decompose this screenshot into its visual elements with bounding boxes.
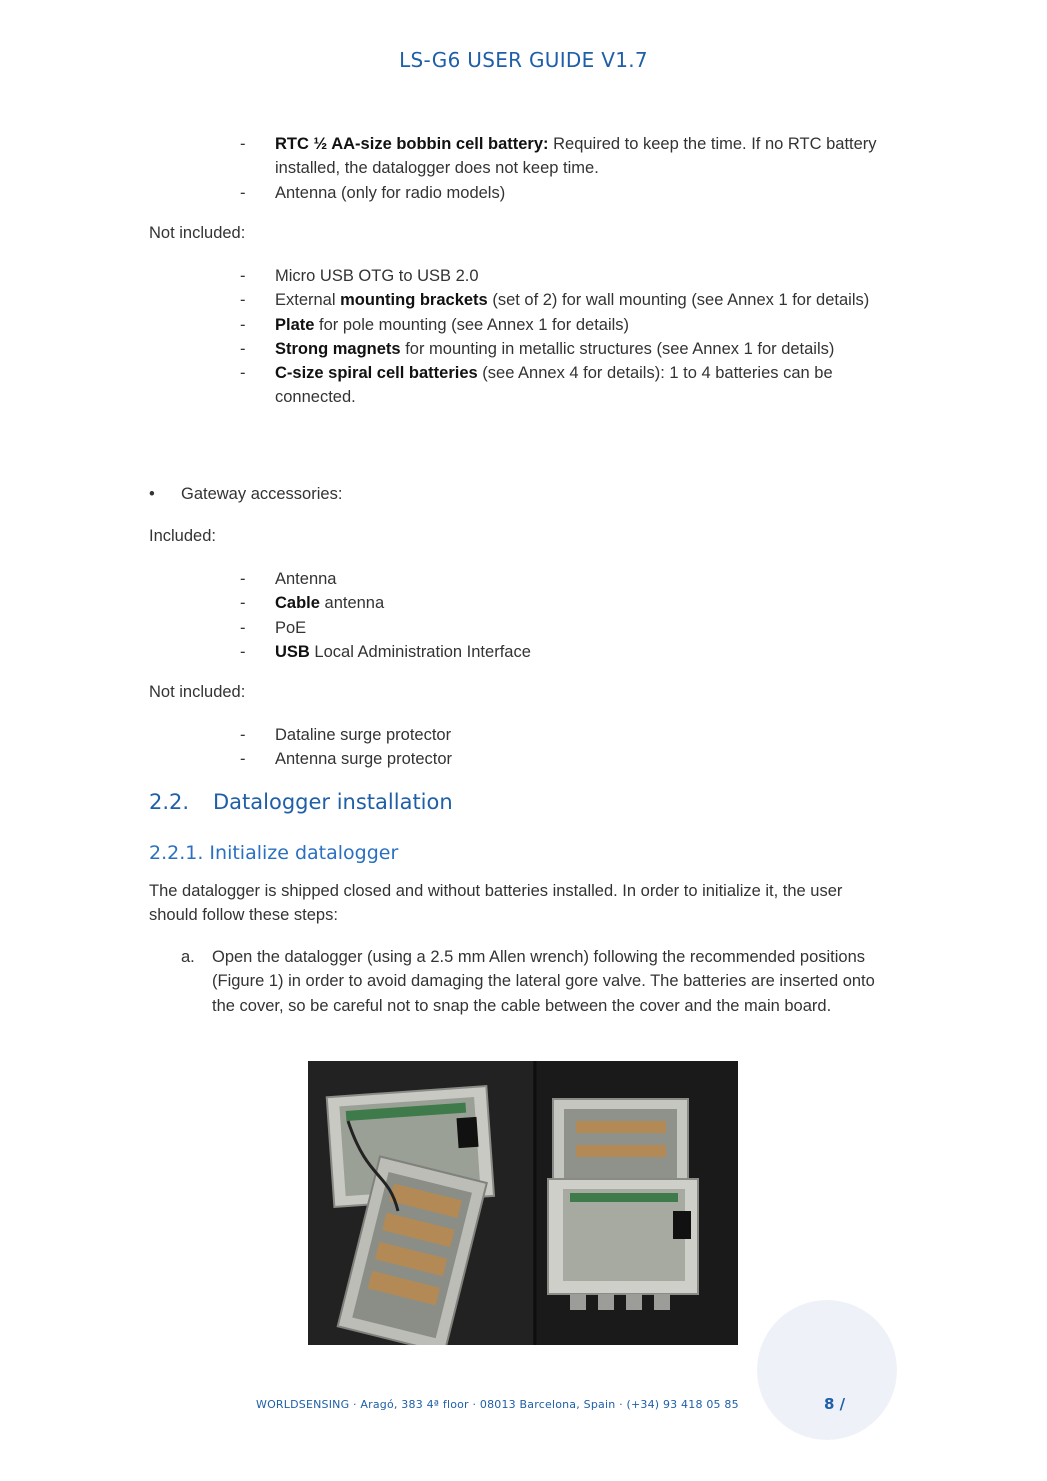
- page-footer: WORLDSENSING · Aragó, 383 4ª floor · 08013 Barcelona, Spain · (+34) 93 418 05 85: [256, 1398, 739, 1411]
- dash-icon: -: [240, 642, 246, 661]
- dash-icon: -: [240, 750, 246, 769]
- dash-icon: -: [240, 618, 246, 637]
- item-bold: USB: [275, 642, 310, 661]
- list-item: [0, 616, 890, 640]
- list-item: [0, 313, 890, 337]
- datalogger-not-included-list: [0, 264, 890, 410]
- item-bold: Cable: [275, 594, 320, 613]
- included-label: Included:: [149, 527, 216, 545]
- list-item: [0, 264, 890, 288]
- item-text: for mounting in metallic structures (see Annex 1 for details): [400, 339, 835, 358]
- section-heading: [149, 790, 453, 814]
- dash-icon: -: [240, 267, 246, 285]
- list-item: [0, 337, 890, 361]
- gateway-accessories-bullet: [149, 485, 342, 504]
- item-text: Required to keep the time. If no RTC battery installed, the datalogger does not keep time.: [275, 135, 877, 178]
- dash-icon: -: [240, 339, 246, 358]
- item-text: Dataline surge protector: [275, 726, 452, 744]
- section-title: Datalogger installation: [213, 790, 453, 814]
- item-bold: RTC ½ AA-size bobbin cell battery:: [275, 135, 549, 153]
- step-a: [181, 945, 891, 1018]
- gateway-included-list: [0, 567, 890, 664]
- gateway-not-included-list: [0, 723, 890, 772]
- dash-icon: -: [240, 726, 246, 744]
- item-text: Local Administration Interface: [309, 642, 531, 661]
- subsection-heading: 2.2.1. Initialize datalogger: [149, 842, 399, 864]
- bullet-icon: •: [149, 485, 155, 503]
- list-item: [0, 723, 890, 747]
- figure-1-datalogger-photo: [308, 1061, 738, 1345]
- dash-icon: -: [240, 135, 246, 153]
- dash-icon: -: [240, 315, 246, 334]
- item-text: Antenna: [275, 570, 337, 588]
- dash-icon: -: [240, 570, 246, 588]
- list-item: [0, 288, 890, 312]
- dash-icon: -: [240, 183, 246, 202]
- list-item: [0, 132, 890, 181]
- datalogger-photo-illustration: [308, 1061, 738, 1345]
- item-pre: External: [275, 291, 341, 310]
- not-included-label: Not included:: [149, 224, 246, 242]
- worldsensing-watermark-icon: [755, 1292, 900, 1452]
- list-item: [0, 181, 890, 205]
- item-text: (set of 2) for wall mounting (see Annex 1 for details): [487, 291, 870, 310]
- bullet-text: Gateway accessories:: [181, 485, 343, 503]
- item-text: Micro USB OTG to USB 2.0: [275, 267, 479, 285]
- page-header: LS-G6 USER GUIDE V1.7: [399, 48, 648, 72]
- item-bold: Strong magnets: [275, 339, 401, 358]
- step-letter: a.: [181, 948, 195, 966]
- dash-icon: -: [240, 291, 246, 310]
- item-bold: Plate: [275, 315, 315, 334]
- datalogger-included-list: [0, 132, 890, 205]
- item-text: for pole mounting (see Annex 1 for details): [314, 315, 630, 334]
- list-item: [0, 640, 890, 664]
- list-item: [0, 361, 890, 410]
- item-bold: mounting brackets: [340, 291, 488, 310]
- list-item: [0, 591, 890, 615]
- section-number: 2.2.: [149, 790, 190, 814]
- not-included-label: Not included:: [149, 683, 246, 701]
- item-bold: C-size spiral cell batteries: [275, 364, 478, 383]
- intro-paragraph: The datalogger is shipped closed and without batteries installed. In order to initialize it, the user should follow these steps:: [149, 882, 843, 925]
- list-item: [0, 567, 890, 591]
- item-text: Antenna surge protector: [275, 750, 453, 769]
- item-text: (see Annex 4 for details): 1 to 4 batteries can be connected.: [275, 364, 833, 407]
- item-text: antenna: [319, 594, 385, 613]
- list-item: [0, 747, 890, 771]
- dash-icon: -: [240, 364, 246, 383]
- item-text: PoE: [275, 618, 307, 637]
- step-text: Open the datalogger (using a 2.5 mm Allen wrench) following the recommended positions (Figure 1) in order to avoid damaging the lateral gore valve. The batteries are inserted onto the cover, so be careful not to snap the cable between the cover and the main board.: [212, 948, 875, 1015]
- dash-icon: -: [240, 594, 246, 613]
- page-number: 8 /: [824, 1395, 846, 1413]
- item-text: Antenna (only for radio models): [275, 183, 506, 202]
